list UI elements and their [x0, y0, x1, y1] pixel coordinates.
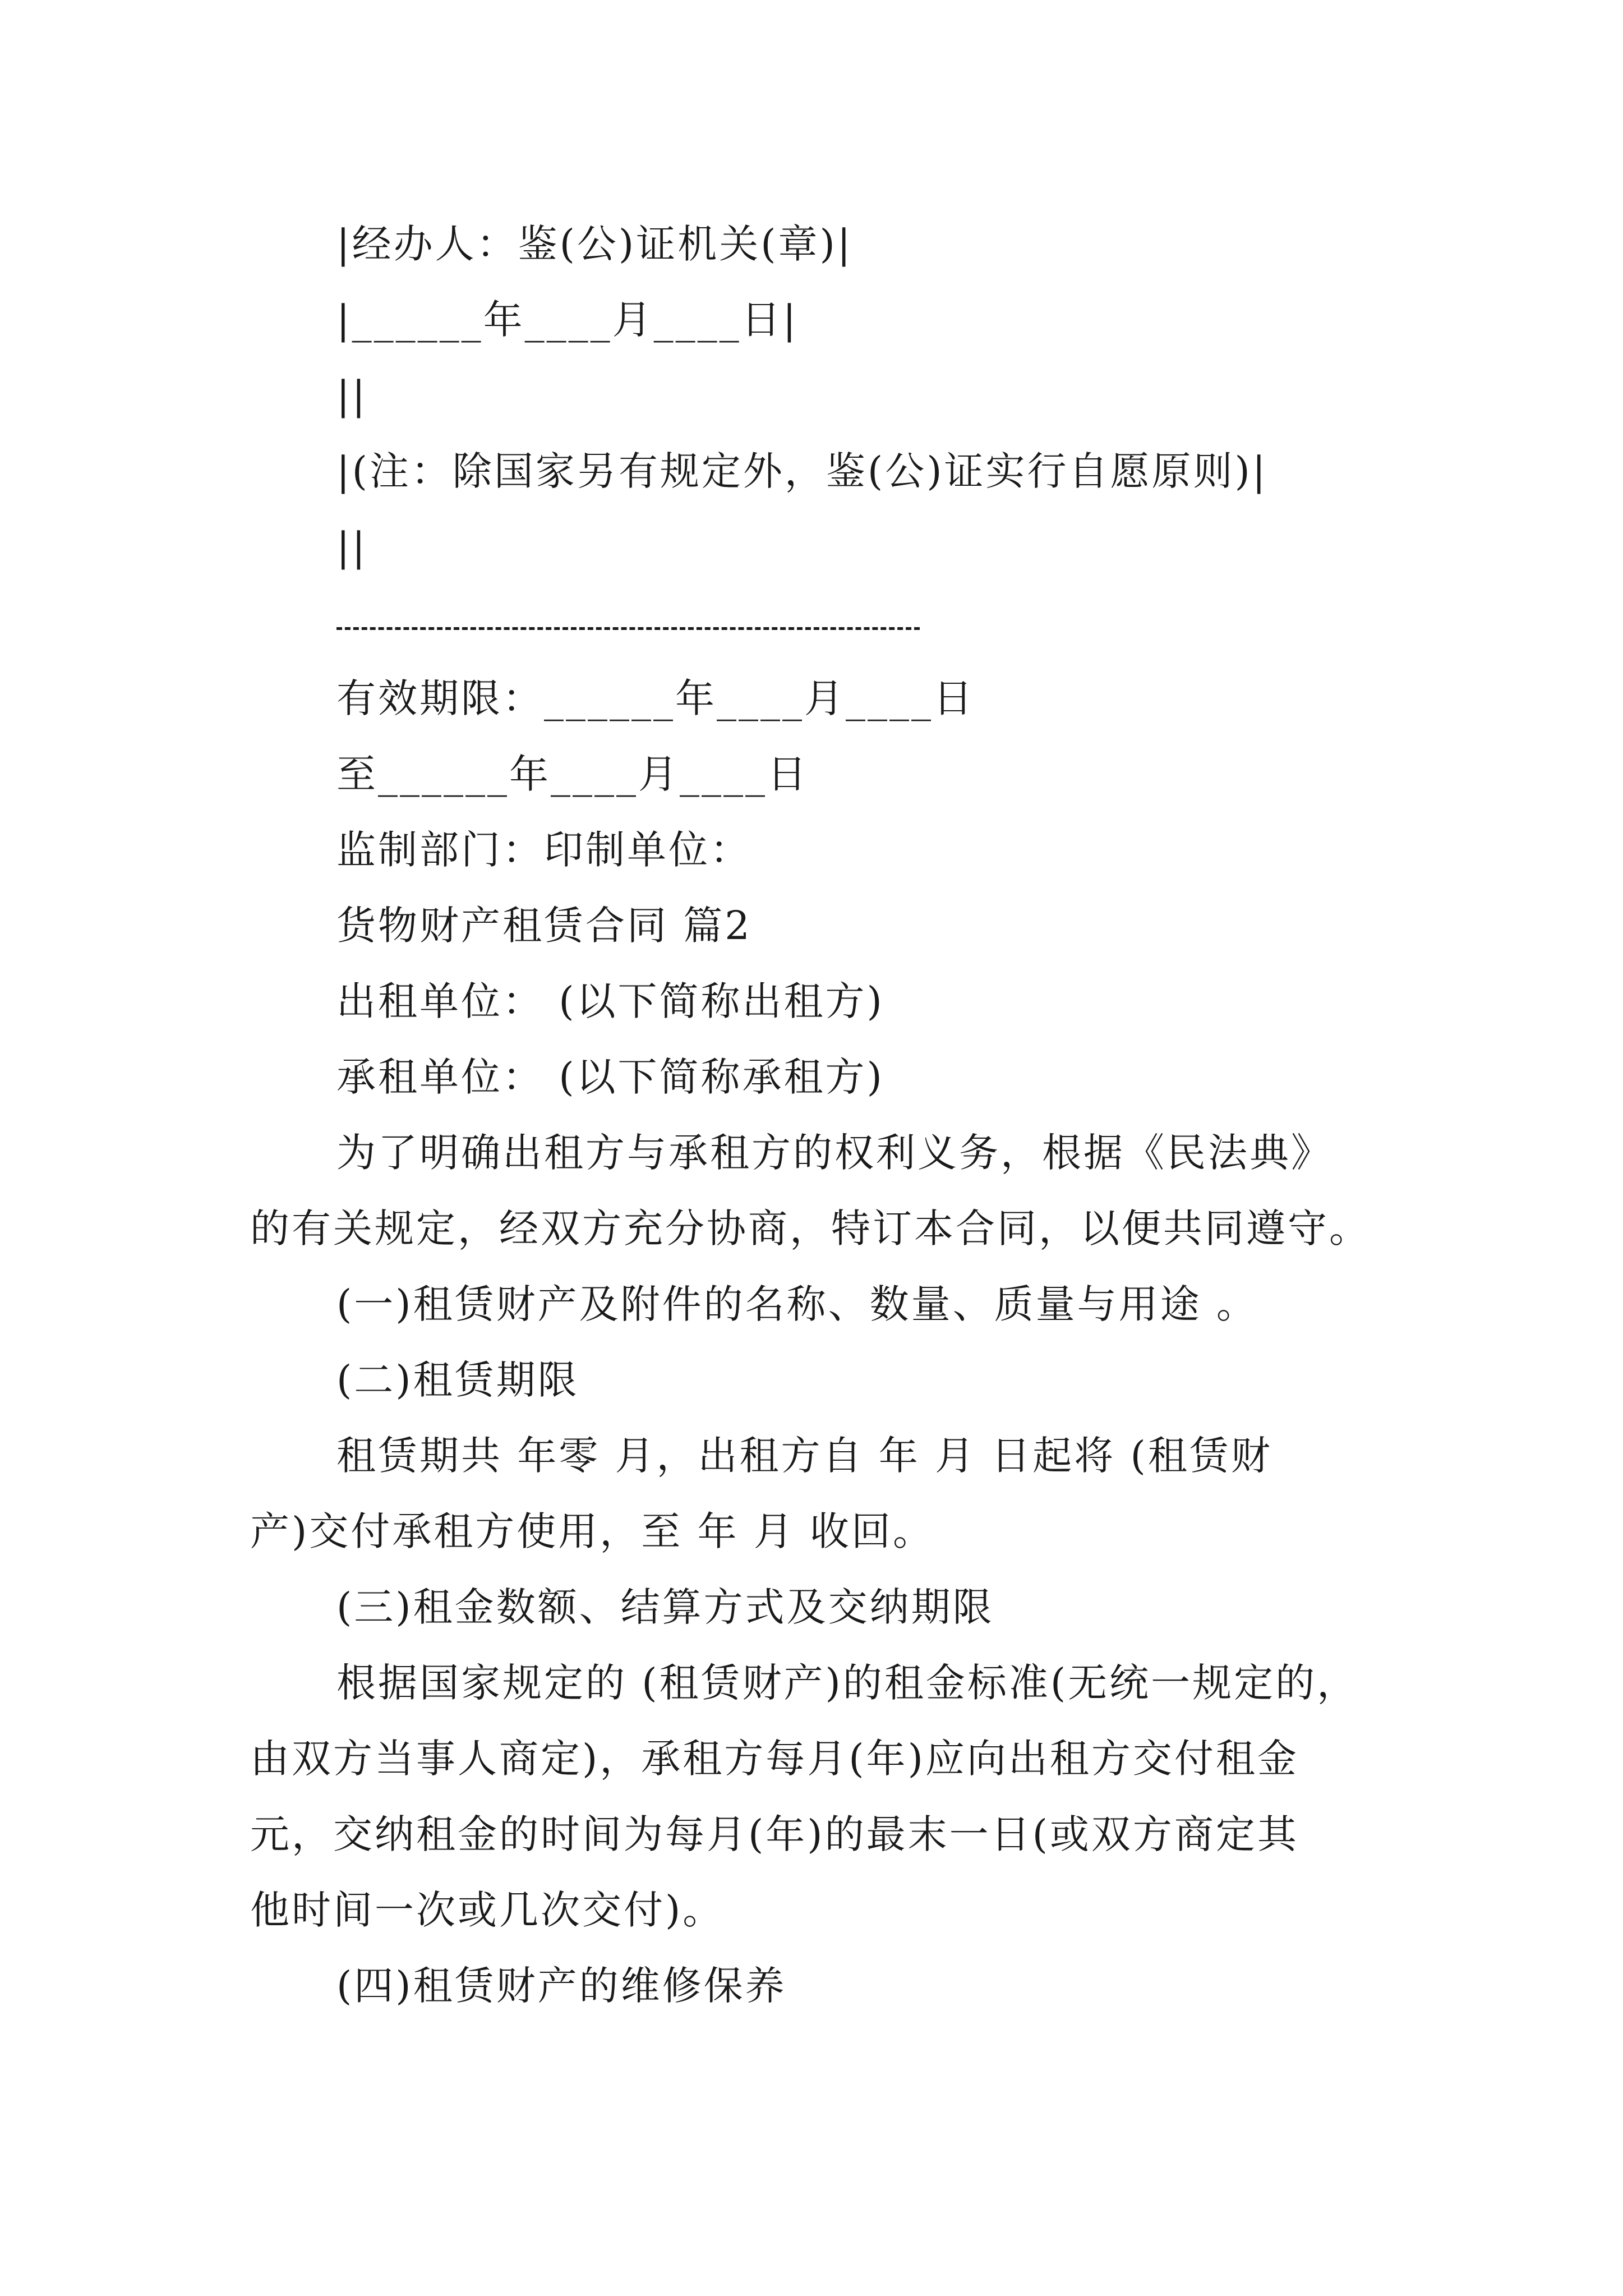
clause-4-heading: (四)租赁财产的维修保养 [336, 1963, 787, 2009]
clause-2-body-line-2: 产)交付承租方使用，至 年 月 收回。 [250, 1508, 935, 1554]
preamble-line-2: 的有关规定，经双方充分协商，特订本合同，以便共同遵守。 [250, 1205, 1371, 1251]
blank-table-row: || [336, 524, 368, 570]
notarization-note: |(注：除国家另有规定外，鉴(公)证实行自愿原则)| [336, 448, 1268, 494]
validity-end-line: 至______年____月____日 [336, 751, 809, 797]
clause-2-heading: (二)租赁期限 [336, 1357, 579, 1403]
clause-3-body-line-2: 由双方当事人商定)，承租方每月(年)应向出租方交付租金 [250, 1736, 1299, 1782]
date-line: |______年____月____日| [336, 297, 799, 343]
agent-seal-line: |经办人：鉴(公)证机关(章)| [336, 221, 853, 267]
preamble-line-1: 为了明确出租方与承租方的权利义务，根据《民法典》 [336, 1130, 1332, 1176]
lessee-line: 承租单位： (以下简称承租方) [336, 1054, 884, 1100]
supervision-printing-line: 监制部门：印制单位： [336, 827, 751, 873]
clause-3-body-line-4: 他时间一次或几次交付)。 [250, 1887, 725, 1933]
clause-3-heading: (三)租金数额、结算方式及交纳期限 [336, 1584, 994, 1630]
clause-2-body-line-1: 租赁期共 年零 月，出租方自 年 月 日起将 (租赁财 [336, 1433, 1272, 1479]
contract-heading: 货物财产租赁合同 篇2 [336, 903, 752, 949]
lessor-line: 出租单位： (以下简称出租方) [336, 978, 884, 1024]
blank-table-row: || [336, 372, 368, 418]
table-bottom-rule [336, 627, 920, 630]
clause-1-heading: (一)租赁财产及附件的名称、数量、质量与用途 。 [336, 1281, 1258, 1327]
clause-3-body-line-1: 根据国家规定的 (租赁财产)的租金标准(无统一规定的， [336, 1660, 1359, 1706]
clause-3-body-line-3: 元，交纳租金的时间为每月(年)的最末一日(或双方商定其 [250, 1811, 1299, 1857]
validity-period-line: 有效期限：______年____月____日 [336, 675, 975, 721]
